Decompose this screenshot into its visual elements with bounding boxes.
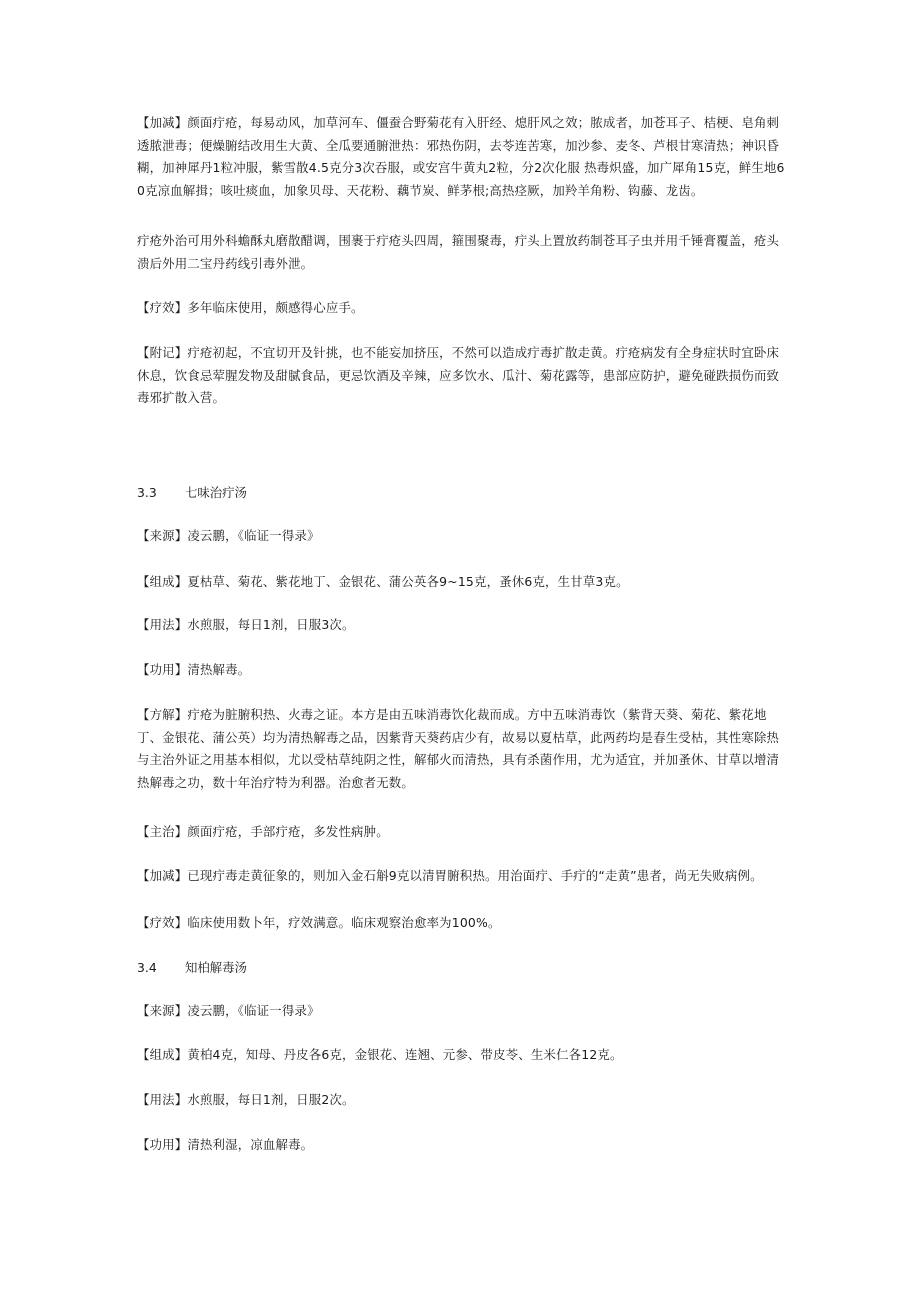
paragraph-source: 【来源】凌云鹏，《临证一得录》 (137, 528, 320, 543)
paragraph-composition-3-4: 【组成】黄柏4克，知母、丹皮各6克，金银花、连翘、元参、带皮苓、生米仁各12克。 (137, 1047, 623, 1062)
paragraph-indications: 【主治】颜面疔疮，手部疔疮，多发性病肿。 (137, 824, 389, 839)
paragraph-composition: 【组成】夏枯草、菊花、紫花地丁、金银花、蒲公英各9~15克，蚤休6克，生甘草3克。 (137, 574, 629, 589)
paragraph-efficacy: 【疗效】多年临床使用，颇感得心应手。 (137, 300, 364, 315)
section-number: 3.4 (137, 960, 157, 975)
paragraph-function-3-4: 【功用】清热利湿，凉血解毒。 (137, 1137, 314, 1152)
paragraph-explanation: 【方解】疔疮为脏腑积热、火毒之证。本方是由五味消毒饮化裁而成。方中五味消毒饮（紫背天葵、菊花、紫花地丁、金银花、蒲公英）均为清热解毒之品，因紫背天葵药店少有，故易以夏枯草，此两药均是春生受枯，其性寒除热与主治外证之用基本相似，尤以受枯草纯阴之性，解郁火而清热，具有杀菌作用，尤为适宜，并加蚤休、甘草以增清热解毒之功，数十年治疗特为利器。治愈者无数。 (137, 707, 780, 790)
paragraph-external-treatment: 疔疮外治可用外科蟾酥丸磨散醋调，围裹于疔疮头四周，箍围聚毒，疔头上置放药制苍耳子虫并用千锤膏覆盖，疮头溃后外用二宝丹药线引毒外泄。 (137, 233, 780, 271)
paragraph-efficacy-3-3: 【疗效】临床使用数卜年，疗效满意。临床观察治愈率为100%。 (137, 915, 501, 930)
paragraph-function: 【功用】清热解毒。 (137, 662, 251, 677)
section-title: 七味治疔汤 (185, 485, 247, 500)
paragraph-notes: 【附记】疔疮初起，不宜切开及针挑，也不能妄加挤压，不然可以造成疔毒扩散走黄。疔疮病发有全身症状时宜卧床休息，饮食忌荤腥发物及甜腻食品，更忌饮酒及辛辣，应多饮水、瓜汁、菊花露等，患部应防护，避免碰跌损伤而致毒邪扩散入营。 (137, 345, 780, 405)
paragraph-modifications: 【加减】已现疔毒走黄征象的，则加入金石斛9克以清胃腑积热。用治面疔、手疔的“走黄”患者，尚无失败病例。 (137, 868, 763, 883)
section-heading-3-4 (137, 957, 247, 979)
section-heading-3-3 (137, 482, 247, 504)
section-title: 知柏解毒汤 (185, 960, 247, 975)
section-number: 3.3 (137, 485, 157, 500)
paragraph-source-3-4: 【来源】凌云鹏，《临证一得录》 (137, 1003, 320, 1018)
paragraph-usage-3-4: 【用法】水煎服，每日1剂，日服2次。 (137, 1092, 355, 1107)
paragraph-usage: 【用法】水煎服，每日1剂，日服3次。 (137, 617, 355, 632)
paragraph-jiajian: 【加减】颜面疔疮，每易动风，加草河车、僵蚕合野菊花有入肝经、熄肝风之效；脓成者，加苍耳子、桔梗、皂角刺透脓泄毒；便燥腑结改用生大黄、全瓜要通腑泄热：邪热伤阴，去苓连苦寒，加沙参、麦冬、芦根甘寒清热；神识昏糊，加神犀丹1粒冲服，紫雪散4.5克分3次吞服，或安宫牛黄丸2粒，分2次化服 热毒炽盛，加广犀角15克，鲜生地60克凉血解揖；咳吐痰血，加象贝母、天花粉、藕节炭、鲜茅根;高热痉厥，加羚羊角粉、钩藤、龙齿。 (137, 115, 785, 198)
